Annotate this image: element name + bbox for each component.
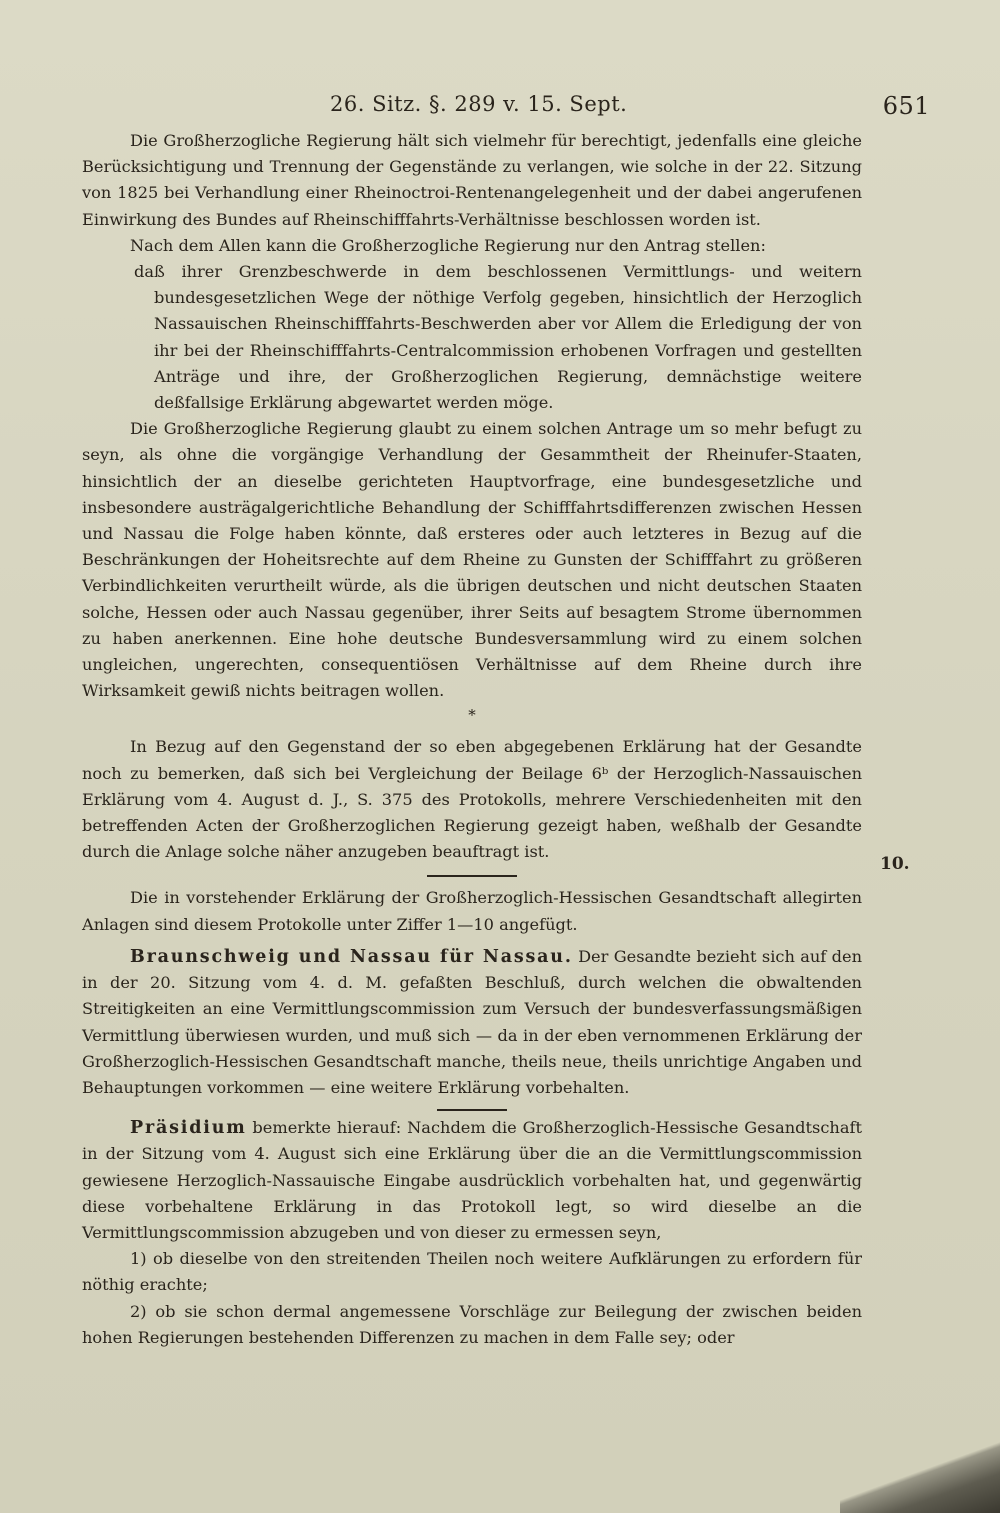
paragraph-7-text: Der Gesandte bezieht sich auf den in der 20. Sitzung vom 4. d. M. gefaßten Beschluß, durch welchen die obwaltenden Streitigkeiten an eine Vermittlungscommission zum Versuch der bundesverfassungsmäßigen Vermittlung überwiesen wurden, und muß sich — da in der eben vernommenen Erklärung der Großherzoglich-Hessischen Gesandtschaft manche, theils neue, theils unrichtige Angaben und Behauptungen vorkommen — eine weitere Erklärung vorbehalten.	[82, 946, 862, 1097]
page-body	[82, 128, 862, 1351]
paragraph-7	[82, 944, 862, 1101]
paragraph-9: 1) ob dieselbe von den streitenden Theilen noch weitere Aufklärungen zu erfordern für nöthig erachte;	[82, 1249, 862, 1295]
paragraph-10: 2) ob sie schon dermal angemessene Vorschläge zur Beilegung der zwischen beiden hohen Regierungen bestehenden Differenzen zu machen in dem Falle sey; oder	[82, 1301, 862, 1347]
paragraph-1: Die Großherzogliche Regierung hält sich vielmehr für berechtigt, jedenfalls eine gleiche Berücksichtigung und Trennung der Gegenstände zu verlangen, wie solche in der 22. Sitzung von 1825 bei Verhandlung einer Rheinoctroi-Rentenangelegenheit und der dabei angerufenen Einwirkung des Bundes auf Rheinschifffahrts-Verhältnisse beschlossen worden ist.	[82, 131, 862, 229]
section-rule-2	[437, 1109, 507, 1111]
paragraph-2: Nach dem Allen kann die Großherzogliche Regierung nur den Antrag stellen:	[130, 235, 766, 255]
paragraph-6: Die in vorstehender Erklärung der Großherzoglich-Hessischen Gesandtschaft allegirten Anlagen sind diesem Protokolle unter Ziffer 1—10 angefügt.	[82, 888, 862, 934]
paragraph-5: In Bezug auf den Gegenstand der so eben abgegebenen Erklärung hat der Gesandte noch zu bemerken, daß sich bei Vergleichung der Beilage 6ᵇ der Herzoglich-Nassauischen Erklärung vom 4. August d. J., S. 375 des Protokolls, mehrere Verschiedenheiten mit den betreffenden Acten der Großherzoglichen Regierung gezeigt haben, weßhalb der Gesandte durch die Anlage solche näher anzugeben beauftragt ist.	[82, 737, 862, 862]
section-rule	[427, 875, 517, 877]
section-heading-praesidium: Präsidium	[130, 1118, 247, 1139]
page-number: 651	[882, 92, 930, 120]
asterisk-separator: *	[468, 706, 476, 725]
torn-corner	[840, 1413, 1000, 1513]
paragraph-8-text: bemerkte hierauf: Nachdem die Großherzoglich-Hessische Gesandtschaft in der Sitzung vom 4. August sich eine Erklärung über die an die Vermittlungscommission gewiesene Herzoglich-Nassauische Eingabe ausdrücklich vorbehalten hat, und gegenwärtig diese vorbehaltene Erklärung in das Protokoll legt, so wird dieselbe an die Vermittlungscommission abzugeben und von dieser zu ermessen seyn,	[82, 1118, 862, 1242]
paragraph-8	[82, 1115, 862, 1246]
section-heading-braunschweig: Braunschweig und Nassau für Nassau.	[130, 946, 573, 967]
page-header	[330, 92, 930, 120]
paragraph-4: Die Großherzogliche Regierung glaubt zu einem solchen Antrage um so mehr befugt zu seyn, als ohne die vorgängige Verhandlung der Gesammtheit der Rheinufer-Staaten, hinsichtlich der an dieselbe gerichteten Hauptvorfrage, eine bundesgesetzliche und insbesondere austrägalgerichtliche Behandlung der Schifffahrtsdifferenzen zwischen Hessen und Nassau die Folge haben könnte, daß ersteres oder auch letzteres in Bezug auf die Beschränkungen der Hoheitsrechte auf dem Rheine zu Gunsten der Schifffahrt zu größeren Verbindlichkeiten verurtheilt würde, als die übrigen deutschen und nicht deutschen Staaten solche, Hessen oder auch Nassau gegenüber, ihrer Seits auf besagtem Strome übernommen zu haben anerkennen. Eine hohe deutsche Bundesversammlung wird zu einem solchen ungleichen, ungerechten, consequentiösen Verhältnisse auf dem Rheine durch ihre Wirksamkeit gewiß nichts beitragen wollen.	[82, 419, 862, 701]
paragraph-3-proposal: daß ihrer Grenzbeschwerde in dem beschlossenen Vermittlungs- und weitern bundesgesetzlichen Wege der nöthige Verfolg gegeben, hinsichtlich der Herzoglich Nassauischen Rheinschifffahrts-Beschwerden aber vor Allem die Erledigung der von ihr bei der Rheinschifffahrts-Centralcommission erhobenen Vorfragen und gestellten Anträge und ihre, der Großherzoglichen Regierung, demnächstige weitere deßfallsige Erklärung abgewartet werden möge.	[134, 262, 862, 413]
running-head: 26. Sitz. §. 289 v. 15. Sept.	[330, 92, 628, 116]
margin-note: 10.	[880, 854, 910, 874]
